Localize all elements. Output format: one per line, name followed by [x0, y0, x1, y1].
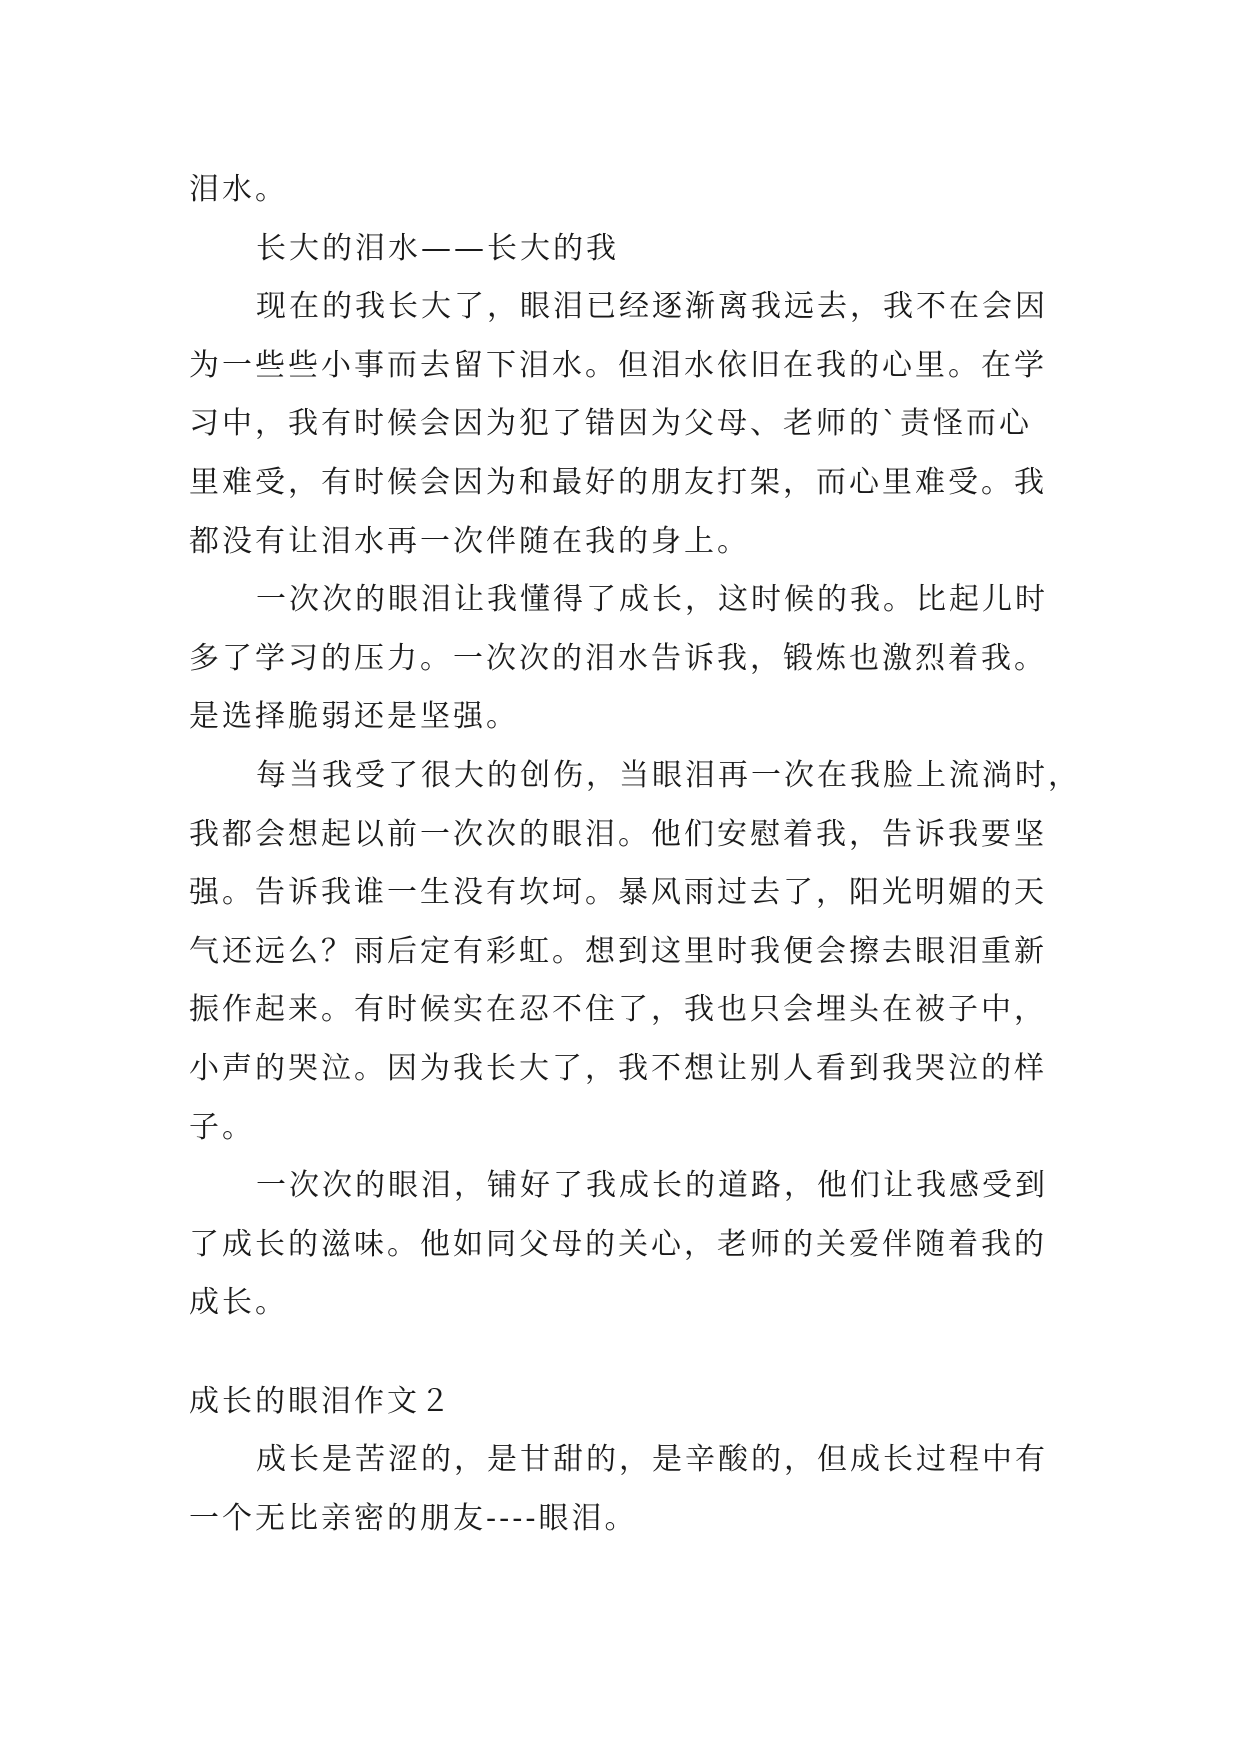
paragraph-line: 强。告诉我谁一生没有坎坷。暴风雨过去了，阳光明媚的天 — [189, 875, 1047, 910]
paragraph-line: 每当我受了很大的创伤，当眼泪再一次在我脸上流淌时， — [256, 758, 1081, 793]
paragraph-line: 气还远么？雨后定有彩虹。想到这里时我便会擦去眼泪重新 — [189, 934, 1047, 969]
paragraph-line: 子。 — [189, 1110, 255, 1145]
paragraph-line: 都没有让泪水再一次伴随在我的身上。 — [189, 524, 750, 559]
paragraph-line: 一次次的眼泪让我懂得了成长，这时候的我。比起儿时 — [256, 582, 1048, 617]
paragraph-line: 成长。 — [189, 1285, 288, 1320]
paragraph-line: 多了学习的压力。一次次的泪水告诉我，锻炼也激烈着我。 — [189, 641, 1047, 676]
paragraph-line: 了成长的滋味。他如同父母的关心，老师的关爱伴随着我的 — [189, 1227, 1047, 1262]
paragraph-line: 为一些些小事而去留下泪水。但泪水依旧在我的心里。在学 — [189, 348, 1047, 383]
paragraph-line: 一个无比亲密的朋友----眼泪。 — [189, 1501, 638, 1536]
paragraph-line: 泪水。 — [189, 172, 288, 207]
paragraph-line: 振作起来。有时候实在忍不住了，我也只会埋头在被子中， — [189, 992, 1047, 1027]
section-subtitle: 长大的泪水——长大的我 — [256, 231, 619, 266]
section-heading: 成长的眼泪作文２ — [189, 1384, 453, 1419]
paragraph-line: 小声的哭泣。因为我长大了，我不想让别人看到我哭泣的样 — [189, 1051, 1047, 1086]
paragraph-line: 里难受，有时候会因为和最好的朋友打架，而心里难受。我 — [189, 465, 1047, 500]
paragraph-line: 现在的我长大了，眼泪已经逐渐离我远去，我不在会因 — [256, 289, 1048, 324]
paragraph-line: 一次次的眼泪，铺好了我成长的道路，他们让我感受到 — [256, 1168, 1048, 1203]
paragraph-line: 成长是苦涩的，是甘甜的，是辛酸的，但成长过程中有 — [256, 1442, 1048, 1477]
paragraph-line: 我都会想起以前一次次的眼泪。他们安慰着我，告诉我要坚 — [189, 817, 1047, 852]
paragraph-line: 习中，我有时候会因为犯了错因为父母、老师的`责怪而心 — [189, 406, 1032, 441]
paragraph-line: 是选择脆弱还是坚强。 — [189, 699, 519, 734]
